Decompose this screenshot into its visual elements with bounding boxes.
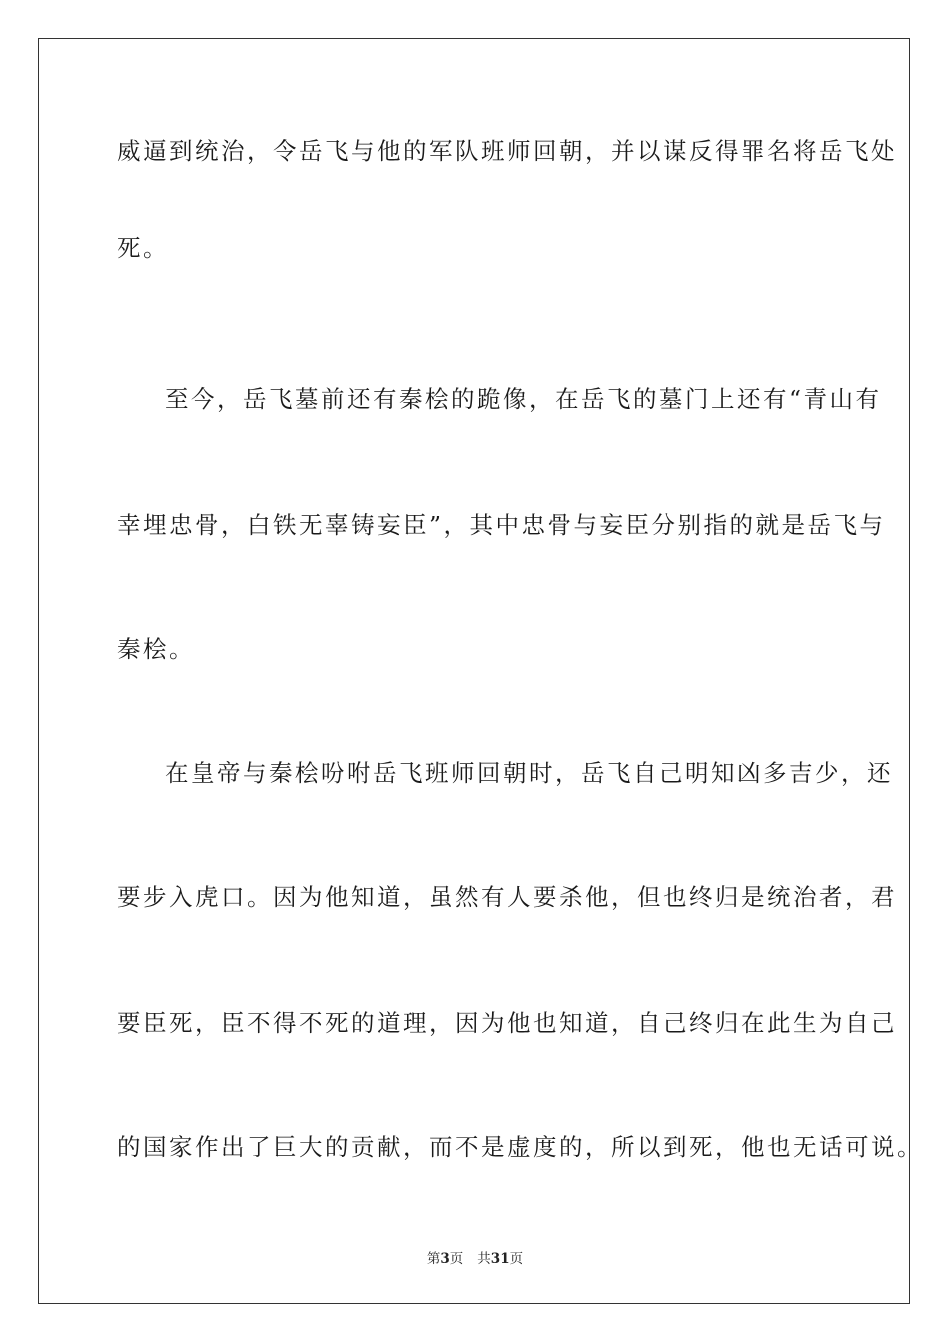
body-text-line-9: 的国家作出了巨大的贡献，而不是虚度的，所以到死，他也无话可说。: [117, 1133, 923, 1161]
body-text-line-7: 要步入虎口。因为他知道，虽然有人要杀他，但也终归是统治者，君: [117, 883, 897, 911]
footer-total-suffix: 页: [509, 1251, 524, 1267]
footer-page-suffix: 页: [449, 1251, 464, 1267]
body-text-line-6: 在皇帝与秦桧吩咐岳飞班师回朝时，岳飞自己明知凶多吉少，还: [165, 759, 893, 787]
body-text-line-2: 死。: [117, 234, 169, 262]
body-text-line-5: 秦桧。: [117, 635, 195, 663]
body-text-line-4: 幸埋忠骨，白铁无辜铸妄臣”，其中忠骨与妄臣分别指的就是岳飞与: [117, 511, 886, 539]
body-text-line-3: 至今，岳飞墓前还有秦桧的跪像，在岳飞的墓门上还有“青山有: [165, 385, 882, 413]
body-text-line-1: 威逼到统治，令岳飞与他的军队班师回朝，并以谋反得罪名将岳飞处: [117, 137, 897, 165]
footer-total-number: 31: [490, 1251, 510, 1267]
footer-total-prefix: 共: [477, 1251, 491, 1267]
body-text-line-8: 要臣死，臣不得不死的道理，因为他也知道，自己终归在此生为自己: [117, 1009, 897, 1037]
footer-page-number: 3: [440, 1251, 450, 1267]
footer-page-prefix: 第: [426, 1251, 441, 1267]
page-border: [38, 38, 910, 1304]
page-footer: [0, 1247, 950, 1267]
